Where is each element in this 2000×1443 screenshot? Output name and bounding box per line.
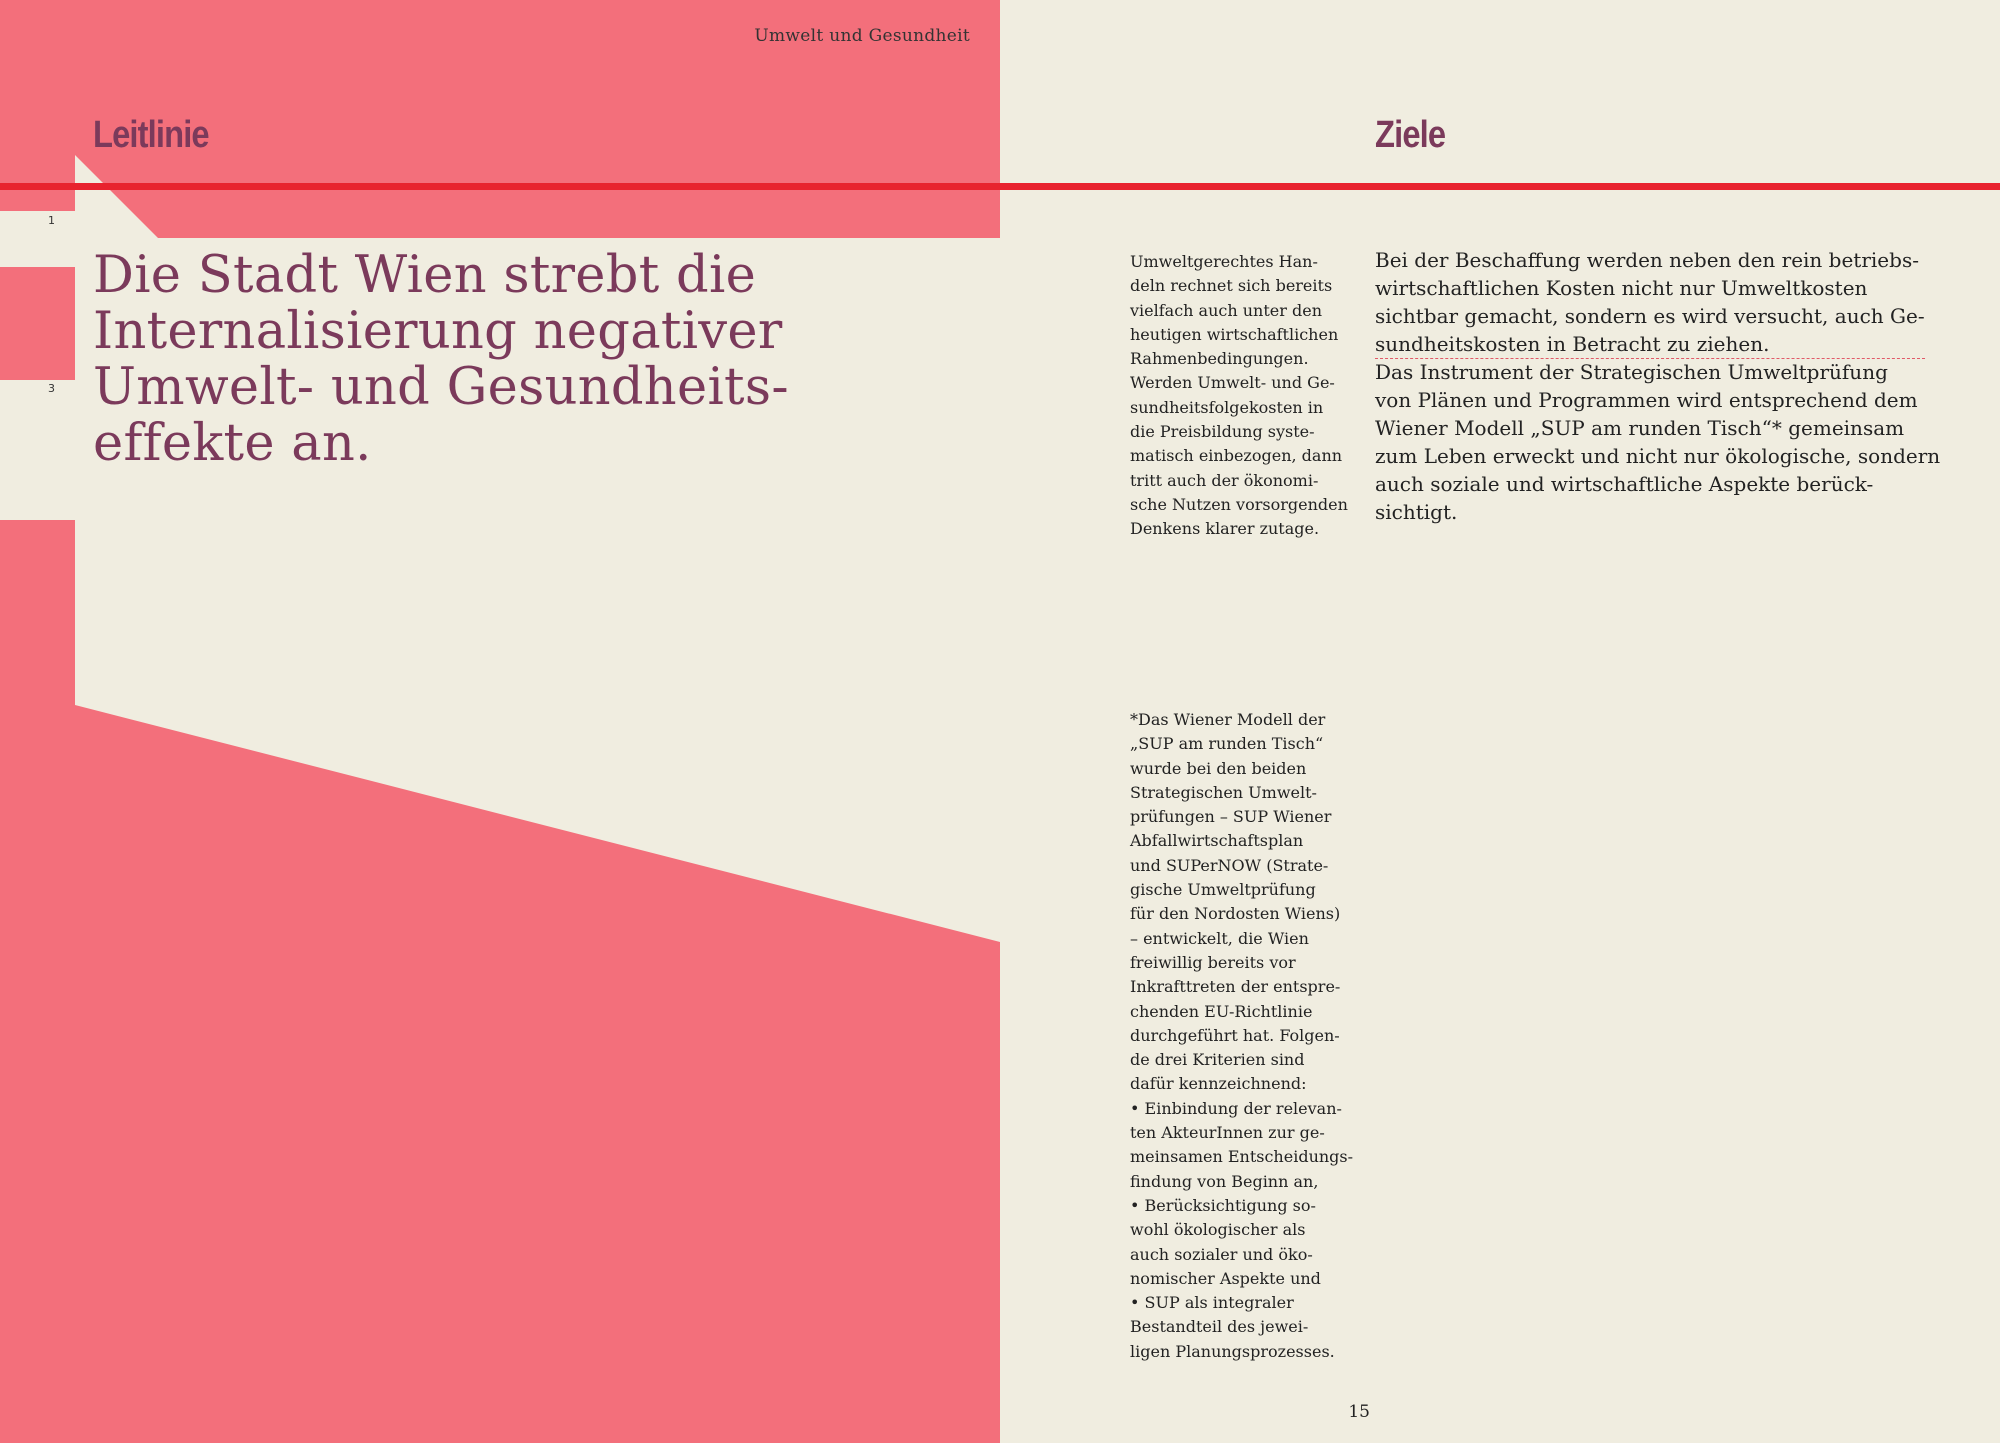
footnote-line: durchgeführt hat. Folgen- [1130,1025,1340,1045]
footnote-line: findung von Beginn an, [1130,1171,1319,1191]
footnote-line: Strategischen Umwelt- [1130,782,1317,802]
section-title-ziele: Ziele [1375,114,1446,156]
footnote-line: – entwickelt, die Wien [1130,928,1309,948]
goal-line: Wiener Modell „SUP am runden Tisch“* gemeinsam [1375,416,1905,440]
footnote-line: für den Nordosten Wiens) [1130,904,1341,924]
side-note-line: sche Nutzen vorsorgenden [1130,494,1348,514]
goal-line: sichtigt. [1375,500,1458,524]
goal-paragraph-2 [1375,358,1975,526]
footnote-line: ligen Planungsprozesses. [1130,1341,1335,1361]
side-note-line: Werden Umwelt- und Ge- [1130,373,1335,393]
footnote-line: und SUPerNOW (Strate- [1130,855,1329,875]
footnote-line: Bestandteil des jewei- [1130,1317,1309,1337]
side-note-line: matisch einbezogen, dann [1130,446,1343,466]
footnote-line: • SUP als integraler [1130,1293,1294,1313]
footnote-line: gische Umweltprüfung [1130,880,1316,900]
goal-paragraph-1 [1375,246,1975,358]
footnote-line: freiwillig bereits vor [1130,952,1296,972]
headline-line: Umwelt- und Gesundheits- [93,358,789,417]
side-note-line: Denkens klarer zutage. [1130,519,1320,539]
footnote-line: chenden EU-Richtlinie [1130,1001,1313,1021]
goal-line: Das Instrument der Strategischen Umweltprüfung [1375,360,1888,384]
side-note-line: sundheitsfolgekosten in [1130,397,1324,417]
side-note-line: Umweltgerechtes Han- [1130,252,1318,271]
margin-tab-3 [0,380,75,520]
side-note-line: heutigen wirtschaftlichen [1130,324,1339,344]
section-title-leitlinie: Leitlinie [93,114,209,156]
footnote-line: • Einbindung der relevan- [1130,1098,1342,1118]
side-note [1130,250,1370,542]
side-note-line: Rahmenbedingungen. [1130,349,1309,369]
goal-line: sichtbar gemacht, sondern es wird versucht, auch Ge- [1375,304,1925,328]
footnote-line: „SUP am runden Tisch“ [1130,734,1324,754]
footnote-line: auch sozialer und öko- [1130,1244,1313,1264]
side-note-line: tritt auch der ökonomi- [1130,470,1319,490]
side-note-line: die Preisbildung syste- [1130,422,1315,442]
goal-line: sundheitskosten in Betracht zu ziehen. [1375,332,1770,356]
headline-line: Die Stadt Wien strebt die [93,246,757,305]
tab-number: 3 [48,382,55,395]
footnote-line: meinsamen Entscheidungs- [1130,1147,1354,1167]
headline-line: Internalisierung negativer [93,302,783,361]
footnote-line: Abfallwirtschaftsplan [1130,831,1304,851]
footnote-line: wohl ökologischer als [1130,1220,1306,1240]
footnote-line: dafür kennzeichnend: [1130,1074,1307,1094]
footnote-line: • Berücksichtigung so- [1130,1195,1316,1215]
footnote-line: prüfungen – SUP Wiener [1130,807,1332,827]
footnote-line: ten AkteurInnen zur ge- [1130,1123,1325,1143]
tab-number: 1 [48,214,55,227]
goal-line: auch soziale und wirtschaftliche Aspekte berück- [1375,472,1874,496]
guideline-headline [93,248,833,472]
margin-tab-1 [0,211,75,267]
red-divider-rule [0,183,2000,190]
footnote-line: de drei Kriterien sind [1130,1050,1305,1070]
footnote-line: nomischer Aspekte und [1130,1268,1321,1288]
goal-line: von Plänen und Programmen wird entsprechend dem [1375,388,1918,412]
goal-line: zum Leben erweckt und nicht nur ökologische, sondern [1375,444,1941,468]
footnote-line: *Das Wiener Modell der [1130,710,1326,729]
side-note-line: vielfach auch unter den [1130,300,1323,320]
footnote-line: Inkrafttreten der entspre- [1130,977,1341,997]
page-number: 15 [1348,1402,1370,1422]
footnote-line: wurde bei den beiden [1130,758,1307,778]
footnote [1130,708,1370,1364]
side-note-line: deln rechnet sich bereits [1130,276,1333,296]
running-head: Umwelt und Gesundheit [754,26,970,46]
goal-line: Bei der Beschaffung werden neben den rein betriebs- [1375,248,1919,272]
goal-line: wirtschaftlichen Kosten nicht nur Umweltkosten [1375,276,1868,300]
headline-line: effekte an. [93,414,372,473]
